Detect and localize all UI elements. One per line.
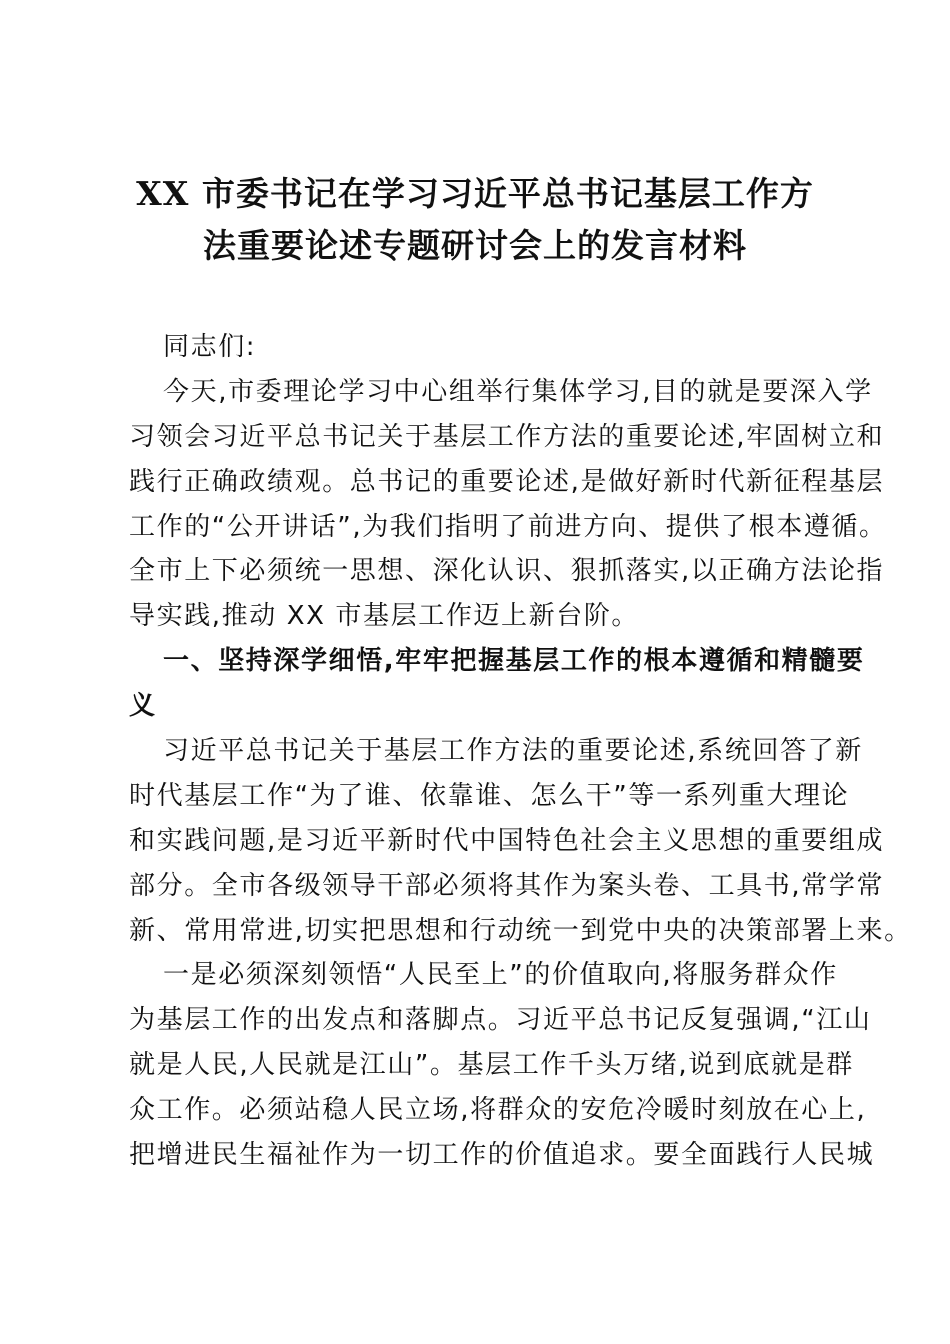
document-body — [129, 325, 912, 1178]
paragraph-line: 新、常用常进,切实把思想和行动统一到党中央的决策部署上来。 — [129, 915, 912, 946]
paragraph-line: 部分。全市各级领导干部必须将其作为案头卷、工具书,常学常 — [129, 870, 885, 901]
paragraph-line: 众工作。必须站稳人民立场,将群众的安危冷暖时刻放在心上, — [129, 1095, 867, 1126]
paragraph-line: 全市上下必须统一思想、深化认识、狠抓落实,以正确方法论指 — [129, 556, 885, 587]
paragraph-line: 为基层工作的出发点和落脚点。习近平总书记反复强调,“江山 — [129, 1005, 872, 1036]
paragraph-line: 导实践,推动 XX 市基层工作迈上新台阶。 — [129, 601, 640, 632]
paragraph-line: 时代基层工作“为了谁、依靠谁、怎么干”等一系列重大理论 — [129, 780, 850, 811]
paragraph-line: 习近平总书记关于基层工作方法的重要论述,系统回答了新 — [163, 736, 863, 767]
paragraph-line: 践行正确政绩观。总书记的重要论述,是做好新时代新征程基层 — [129, 466, 885, 497]
paragraph-line: 习领会习近平总书记关于基层工作方法的重要论述,牢固树立和 — [129, 421, 885, 452]
document-title — [120, 168, 830, 272]
paragraph-line: 就是人民,人民就是江山”。基层工作千头万绪,说到底就是群 — [129, 1050, 854, 1081]
section-heading: 一、坚持深学细悟,牢牢把握基层工作的根本遵循和精髓要 — [163, 646, 865, 677]
section-heading: 义 — [129, 691, 157, 722]
paragraph-line: 今天,市委理论学习中心组举行集体学习,目的就是要深入学 — [163, 376, 873, 407]
paragraph-line: 一是必须深刻领悟“人民至上”的价值取向,将服务群众作 — [163, 960, 838, 991]
paragraph-line: 和实践问题,是习近平新时代中国特色社会主义思想的重要组成 — [129, 825, 885, 856]
salutation: 同志们: — [163, 332, 257, 362]
paragraph-line: 工作的“公开讲话”,为我们指明了前进方向、提供了根本遵循。 — [129, 511, 887, 542]
title-line: 法重要论述专题研讨会上的发言材料 — [203, 226, 747, 265]
paragraph-line: 把增进民生福祉作为一切工作的价值追求。要全面践行人民城 — [129, 1140, 875, 1171]
title-line: XX 市委书记在学习习近平总书记基层工作方 — [136, 174, 814, 213]
